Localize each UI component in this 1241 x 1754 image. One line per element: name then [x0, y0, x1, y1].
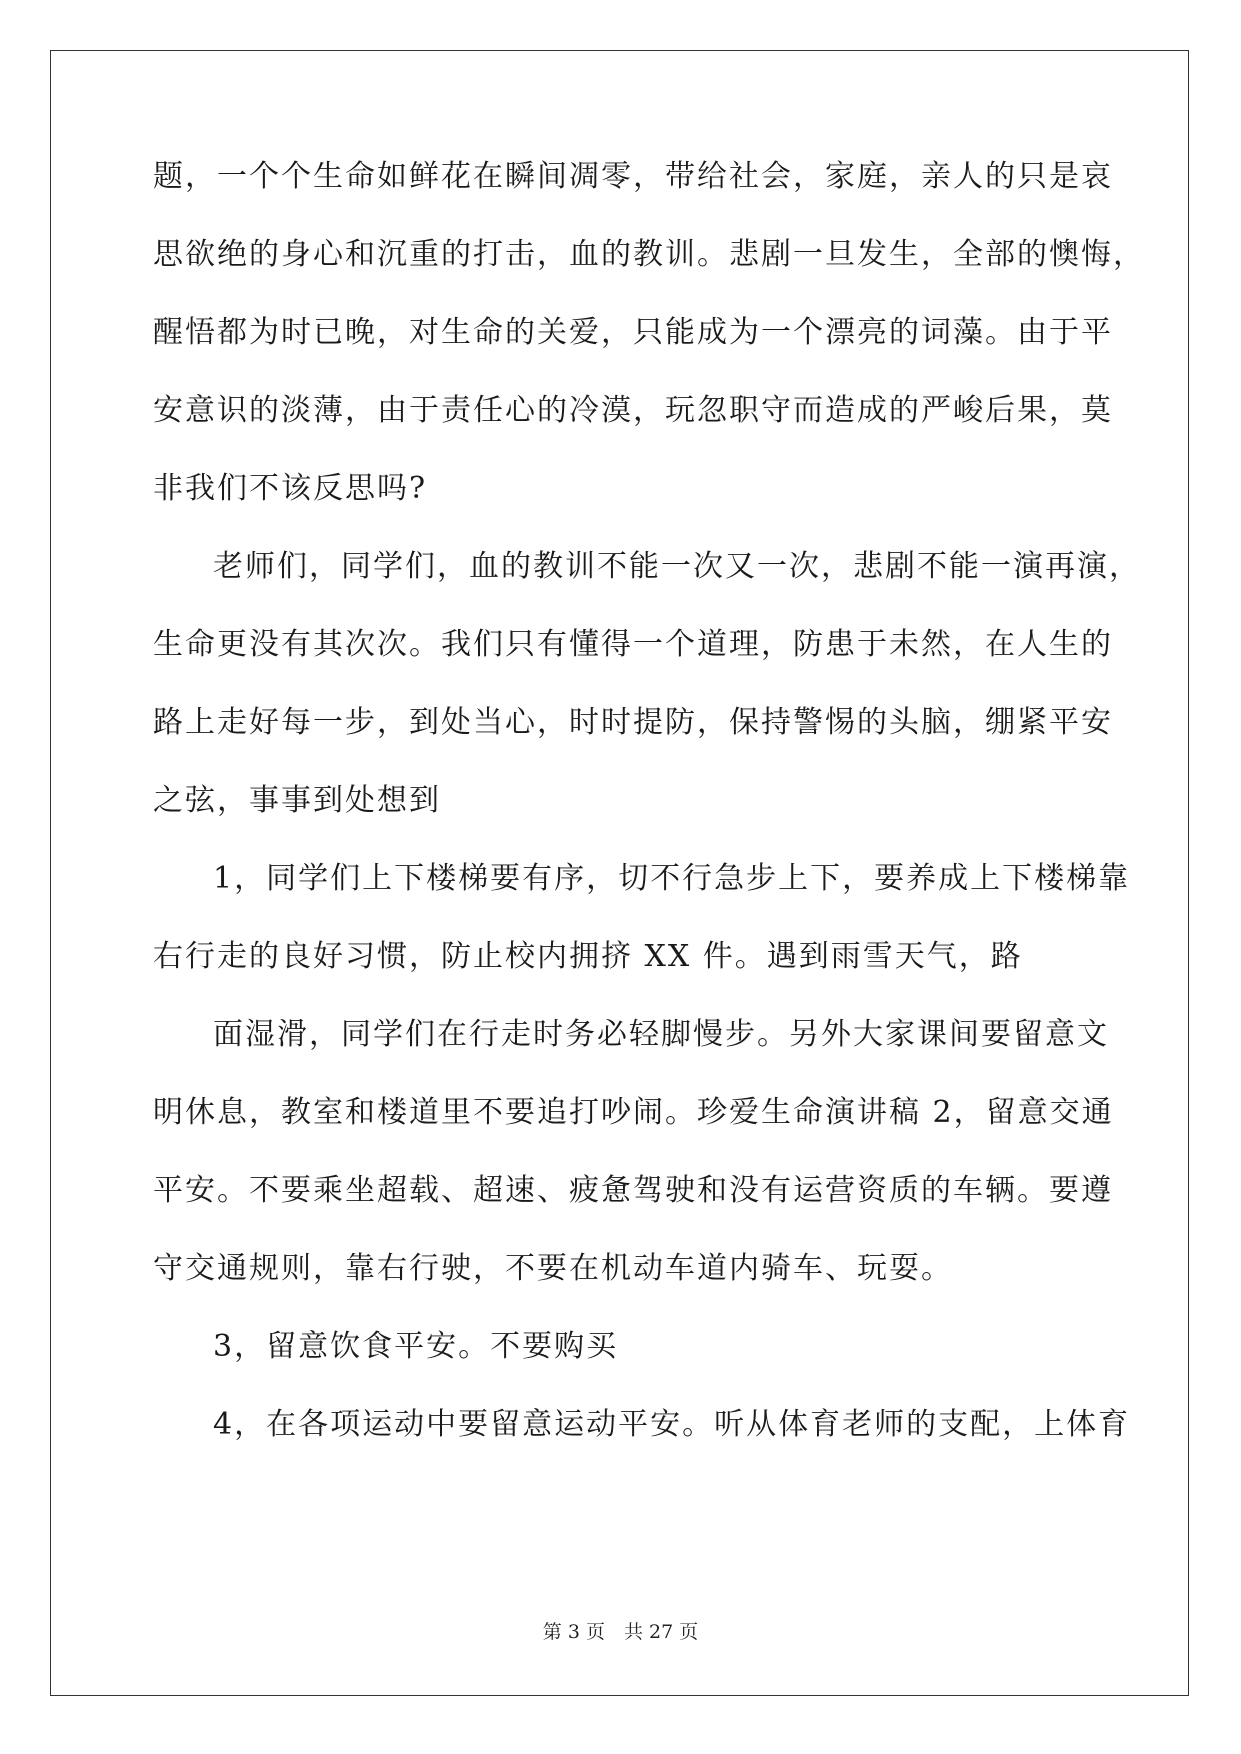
- text-line: 非我们不该反思吗?: [153, 471, 428, 506]
- text-line: 路上走好每一步，到处当心，时时提防，保持警惕的头脑，绷紧平安: [153, 705, 1113, 740]
- text-line: 题，一个个生命如鲜花在瞬间凋零，带给社会，家庭，亲人的只是哀: [153, 159, 1113, 194]
- text-line: 3，留意饮食平安。不要购买: [213, 1329, 619, 1364]
- text-line: 守交通规则，靠右行驶，不要在机动车道内骑车、玩耍。: [153, 1251, 953, 1286]
- text-line: 醒悟都为时已晚，对生命的关爱，只能成为一个漂亮的词藻。由于平: [153, 315, 1113, 350]
- text-line: 右行走的良好习惯，防止校内拥挤 XX 件。遇到雨雪天气，路: [153, 939, 1023, 974]
- text-line: 生命更没有其次次。我们只有懂得一个道理，防患于未然，在人生的: [153, 627, 1113, 662]
- text-line: 思欲绝的身心和沉重的打击，血的教训。悲剧一旦发生，全部的懊悔，: [153, 237, 1145, 272]
- text-line: 老师们，同学们，血的教训不能一次又一次，悲剧不能一演再演，: [213, 549, 1141, 584]
- text-line: 平安。不要乘坐超载、超速、疲惫驾驶和没有运营资质的车辆。要遵: [153, 1173, 1113, 1208]
- text-line: 明休息，教室和楼道里不要追打吵闹。珍爱生命演讲稿 2，留意交通: [153, 1095, 1114, 1130]
- text-line: 安意识的淡薄，由于责任心的冷漠，玩忽职守而造成的严峻后果，莫: [153, 393, 1113, 428]
- text-line: 之弦，事事到处想到: [153, 783, 441, 818]
- text-line: 1，同学们上下楼梯要有序，切不行急步上下，要养成上下楼梯靠: [213, 861, 1131, 896]
- page-number-footer: 第 3 页 共 27 页: [542, 1621, 699, 1643]
- text-line: 4，在各项运动中要留意运动平安。听从体育老师的支配，上体育: [213, 1407, 1131, 1442]
- text-line: 面湿滑，同学们在行走时务必轻脚慢步。另外大家课间要留意文: [213, 1017, 1109, 1052]
